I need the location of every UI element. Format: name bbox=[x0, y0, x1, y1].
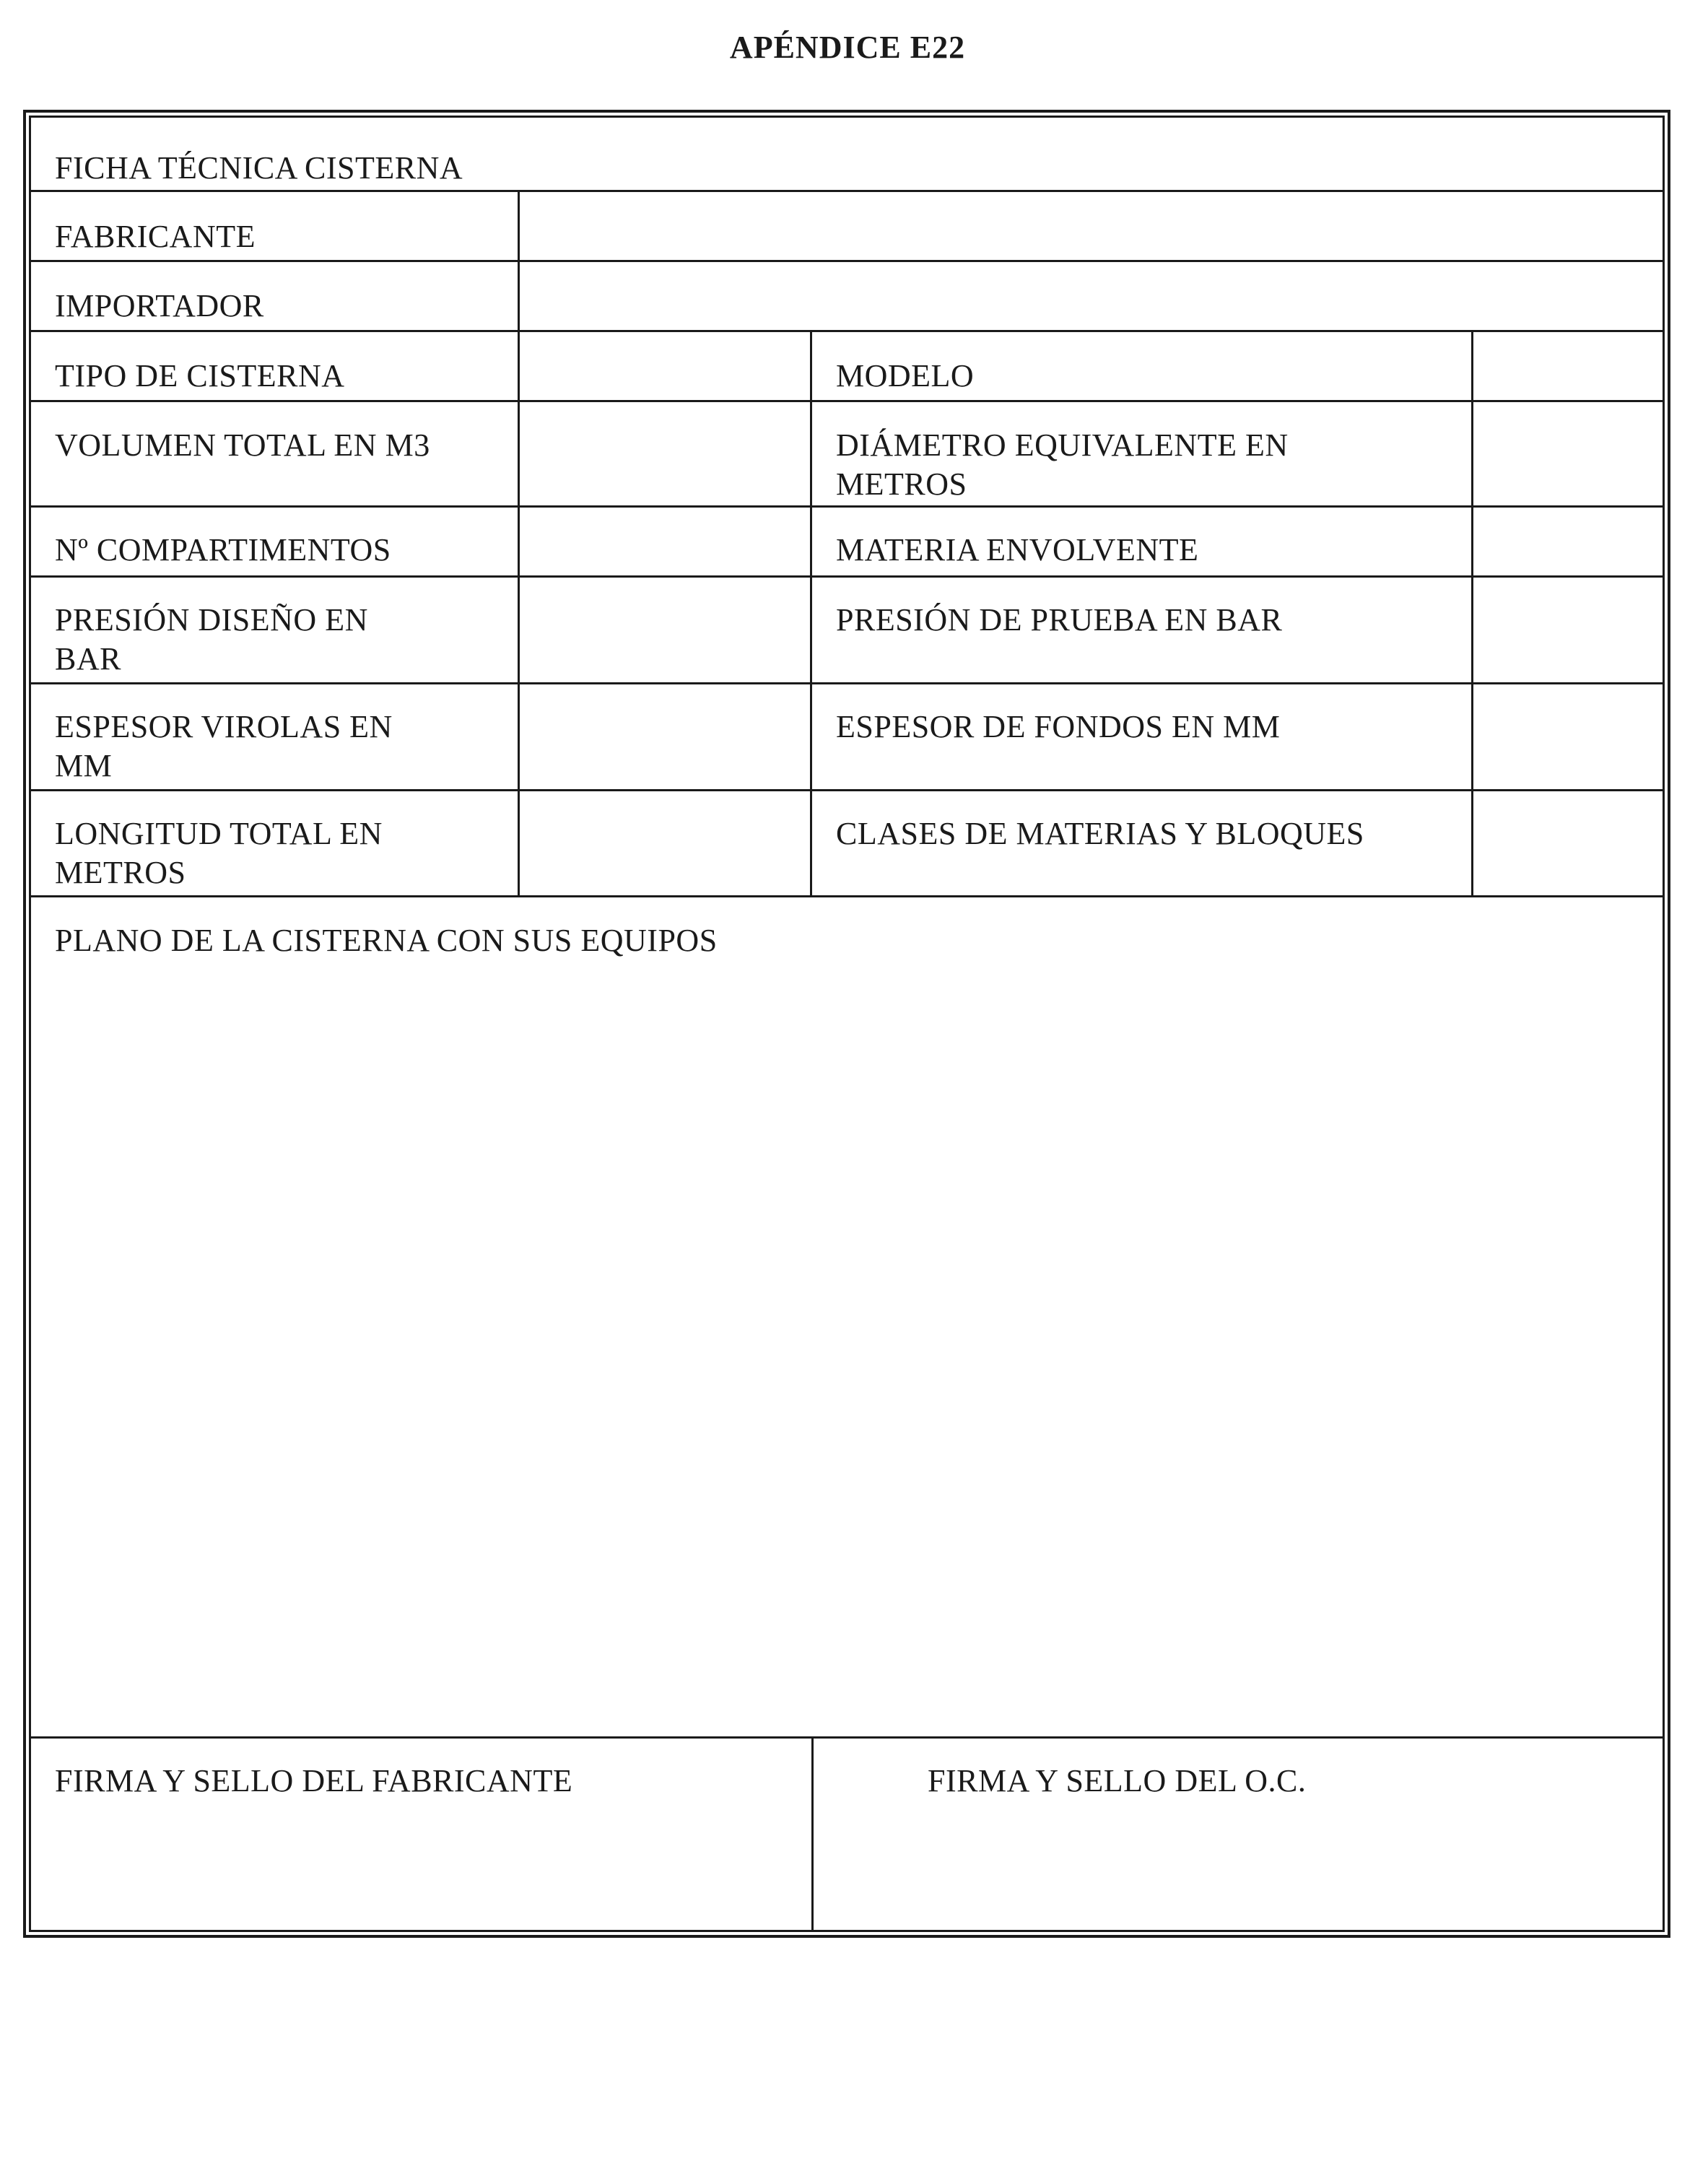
label-firma-fabricante: FIRMA Y SELLO DEL FABRICANTE bbox=[55, 1763, 573, 1798]
label-diametro-equivalente: DIÁMETRO EQUIVALENTE EN METROS bbox=[836, 427, 1289, 502]
row-divider bbox=[31, 1736, 1663, 1739]
label-volumen-total: VOLUMEN TOTAL EN M3 bbox=[55, 427, 430, 463]
row-divider bbox=[31, 400, 1663, 402]
label-presion-prueba: PRESIÓN DE PRUEBA EN BAR bbox=[836, 602, 1283, 638]
column-divider bbox=[518, 190, 520, 895]
row-divider bbox=[31, 895, 1663, 897]
label-n-compartimentos: Nº COMPARTIMENTOS bbox=[55, 532, 391, 567]
label-espesor-fondos: ESPESOR DE FONDOS EN MM bbox=[836, 709, 1281, 744]
label-materia-envolvente: MATERIA ENVOLVENTE bbox=[836, 532, 1199, 567]
label-firma-oc: FIRMA Y SELLO DEL O.C. bbox=[928, 1763, 1307, 1798]
label-presion-diseno: PRESIÓN DISEÑO EN BAR bbox=[55, 602, 368, 676]
row-divider bbox=[31, 682, 1663, 684]
label-modelo: MODELO bbox=[836, 358, 975, 393]
label-espesor-virolas: ESPESOR VIROLAS EN MM bbox=[55, 709, 393, 783]
row-divider bbox=[31, 330, 1663, 332]
row-divider bbox=[31, 260, 1663, 262]
label-tipo-cisterna: TIPO DE CISTERNA bbox=[55, 358, 345, 393]
row-divider bbox=[31, 575, 1663, 578]
label-importador: IMPORTADOR bbox=[55, 288, 264, 323]
label-fabricante: FABRICANTE bbox=[55, 219, 256, 254]
row-divider bbox=[31, 505, 1663, 508]
row-divider bbox=[31, 789, 1663, 791]
label-clases-materias: CLASES DE MATERIAS Y BLOQUES bbox=[836, 816, 1364, 851]
row-divider bbox=[31, 190, 1663, 192]
header-ficha-tecnica: FICHA TÉCNICA CISTERNA bbox=[55, 150, 463, 186]
column-divider bbox=[1471, 330, 1473, 895]
label-longitud-total: LONGITUD TOTAL EN METROS bbox=[55, 816, 383, 890]
column-divider bbox=[811, 1736, 814, 1932]
page-title: APÉNDICE E22 bbox=[729, 30, 966, 65]
label-plano-cisterna: PLANO DE LA CISTERNA CON SUS EQUIPOS bbox=[55, 923, 718, 958]
column-divider bbox=[810, 330, 812, 895]
